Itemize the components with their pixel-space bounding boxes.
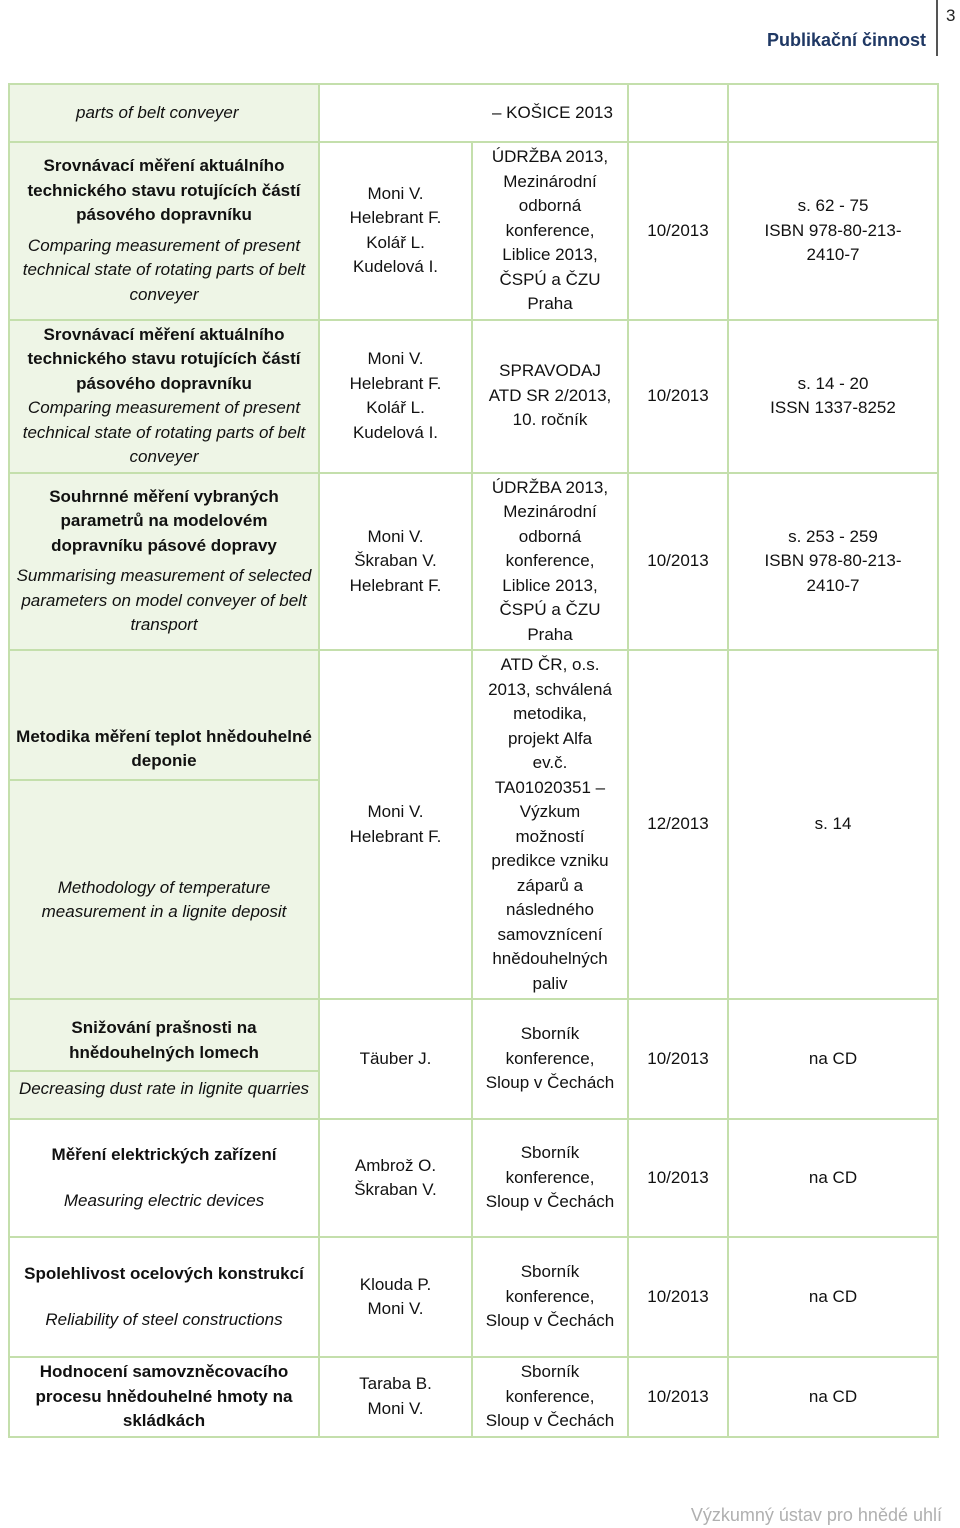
footer-text: Výzkumný ústav pro hnědé uhlí: [690, 1505, 942, 1525]
czech-title: Souhrnné měření vybraných parametrů na modelovém dopravníku pásové dopravy: [49, 486, 279, 555]
place-cell: [319, 84, 628, 142]
authors-cell: [319, 1357, 472, 1437]
czech-title: Snižování prašnosti na hnědouhelných lomech: [69, 1018, 259, 1062]
title-cell: [9, 320, 319, 473]
title-cell: [9, 999, 319, 1119]
authors-cell: [319, 1237, 472, 1357]
date-cell: [628, 473, 728, 651]
czech-title: Spolehlivost ocelových konstrukcí: [24, 1263, 304, 1283]
date-cell: [628, 142, 728, 320]
table-row: [9, 84, 938, 142]
table-row: [9, 142, 938, 320]
english-title: Methodology of temperature measurement in a lignite deposit: [10, 779, 318, 925]
date-cell: [628, 1357, 728, 1437]
english-title: Summarising measurement of selected parameters on model conveyer of belt transport: [16, 566, 312, 635]
empty-cell: [628, 84, 728, 142]
date: 10/2013: [647, 385, 709, 405]
published-in: ÚDRŽBA 2013, Mezinárodní odborná konference, Liblice 2013, ČSPÚ a ČZU Praha: [491, 477, 609, 644]
title-cell: [9, 473, 319, 651]
reference: na CD: [808, 1386, 858, 1406]
czech-title: Srovnávací měření aktuálního technického stavu rotujících částí pásového dopravníku: [27, 324, 301, 393]
authors: Moni V. Škraban V. Helebrant F.: [349, 526, 442, 595]
reference: s. 14 - 20 ISSN 1337-8252: [770, 373, 896, 417]
header-divider: [936, 0, 938, 56]
authors: Moni V. Helebrant F. Kolář L. Kudelová I.: [349, 349, 442, 442]
published-in: ATD ČR, o.s. 2013, schválená metodika, projekt Alfa ev.č. TA01020351 – Výzkum možností predikce vzniku záparů a následného samovznícení hnědouhelných paliv: [488, 655, 612, 993]
authors-cell: [319, 1119, 472, 1237]
table-row: [9, 320, 938, 473]
place-text: – KOŠICE 2013: [492, 102, 613, 122]
date: 10/2013: [647, 1286, 709, 1306]
reference-cell: [728, 142, 938, 320]
date-cell: [628, 999, 728, 1119]
published-in: Sborník konference, Sloup v Čechách: [485, 1143, 615, 1212]
reference-cell: [728, 650, 938, 999]
english-title: Comparing measurement of present technical state of rotating parts of belt conveyer: [22, 235, 306, 304]
published-cell: [472, 999, 628, 1119]
authors: Ambrož O. Škraban V.: [354, 1155, 437, 1199]
reference-cell: [728, 1119, 938, 1237]
authors: Taraba B. Moni V.: [359, 1374, 432, 1418]
authors-cell: [319, 999, 472, 1119]
title-cell: [9, 1237, 319, 1357]
published-cell: [472, 320, 628, 473]
reference: na CD: [808, 1048, 858, 1068]
czech-title: Srovnávací měření aktuálního technického stavu rotujících částí pásového dopravníku: [27, 156, 301, 225]
date: 10/2013: [647, 1386, 709, 1406]
authors-cell: [319, 650, 472, 999]
table-row: [9, 1119, 938, 1237]
reference-cell: [728, 1357, 938, 1437]
reference: s. 14: [814, 814, 852, 834]
reference: s. 253 - 259 ISBN 978-80-213- 2410-7: [764, 526, 902, 595]
title-cell: [9, 84, 319, 142]
date: 10/2013: [647, 220, 709, 240]
date-cell: [628, 1119, 728, 1237]
date: 10/2013: [647, 551, 709, 570]
title-cell: [9, 1357, 319, 1437]
date: 10/2013: [647, 1048, 709, 1068]
table-row: [9, 1357, 938, 1437]
reference: na CD: [808, 1286, 858, 1306]
reference-cell: [728, 999, 938, 1119]
table-row: [9, 999, 938, 1119]
published-in: ÚDRŽBA 2013, Mezinárodní odborná konference, Liblice 2013, ČSPÚ a ČZU Praha: [491, 147, 609, 313]
authors: Täuber J.: [359, 1048, 432, 1068]
published-cell: [472, 473, 628, 651]
published-cell: [472, 1119, 628, 1237]
authors: Klouda P. Moni V.: [359, 1274, 432, 1318]
english-title: Decreasing dust rate in lignite quarries: [10, 1070, 318, 1102]
table-row: [9, 473, 938, 651]
section-title: Publikační činnost: [766, 30, 926, 50]
date: 10/2013: [647, 1167, 709, 1187]
reference: s. 62 - 75 ISBN 978-80-213- 2410-7: [764, 196, 902, 264]
published-cell: [472, 1357, 628, 1437]
english-title: Comparing measurement of present technical state of rotating parts of belt conveyer: [22, 398, 306, 466]
english-title: Reliability of steel constructions: [45, 1310, 283, 1329]
published-cell: [472, 650, 628, 999]
published-in: SPRAVODAJ ATD SR 2/2013, 10. ročník: [488, 361, 612, 430]
title-cell: [9, 650, 319, 999]
empty-cell: [728, 84, 938, 142]
english-title: Measuring electric devices: [63, 1191, 265, 1210]
published-cell: [472, 142, 628, 320]
publications-table: [8, 83, 939, 1438]
authors: Moni V. Helebrant F.: [349, 802, 442, 846]
reference-cell: [728, 320, 938, 473]
page-number: 3: [946, 6, 956, 25]
authors-cell: [319, 473, 472, 651]
published-in: Sborník konference, Sloup v Čechách: [485, 1362, 615, 1430]
reference-cell: [728, 1237, 938, 1357]
published-in: Sborník konference, Sloup v Čechách: [485, 1262, 615, 1331]
czech-title: Metodika měření teplot hnědouhelné deponie: [16, 726, 312, 770]
date: 12/2013: [647, 814, 709, 834]
reference: na CD: [808, 1167, 858, 1187]
authors-cell: [319, 142, 472, 320]
czech-title: Hodnocení samovzněcovacího procesu hnědouhelné hmoty na skládkách: [35, 1362, 293, 1430]
english-title: parts of belt conveyer: [76, 102, 239, 122]
reference-cell: [728, 473, 938, 651]
czech-title: Měření elektrických zařízení: [51, 1144, 277, 1164]
title-cell: [9, 1119, 319, 1237]
published-cell: [472, 1237, 628, 1357]
title-cell: [9, 142, 319, 320]
authors-cell: [319, 320, 472, 473]
published-in: Sborník konference, Sloup v Čechách: [485, 1024, 615, 1093]
date-cell: [628, 650, 728, 999]
date-cell: [628, 320, 728, 473]
authors: Moni V. Helebrant F. Kolář L. Kudelová I.: [349, 183, 442, 277]
table-row: [9, 650, 938, 999]
table-row: [9, 1237, 938, 1357]
date-cell: [628, 1237, 728, 1357]
